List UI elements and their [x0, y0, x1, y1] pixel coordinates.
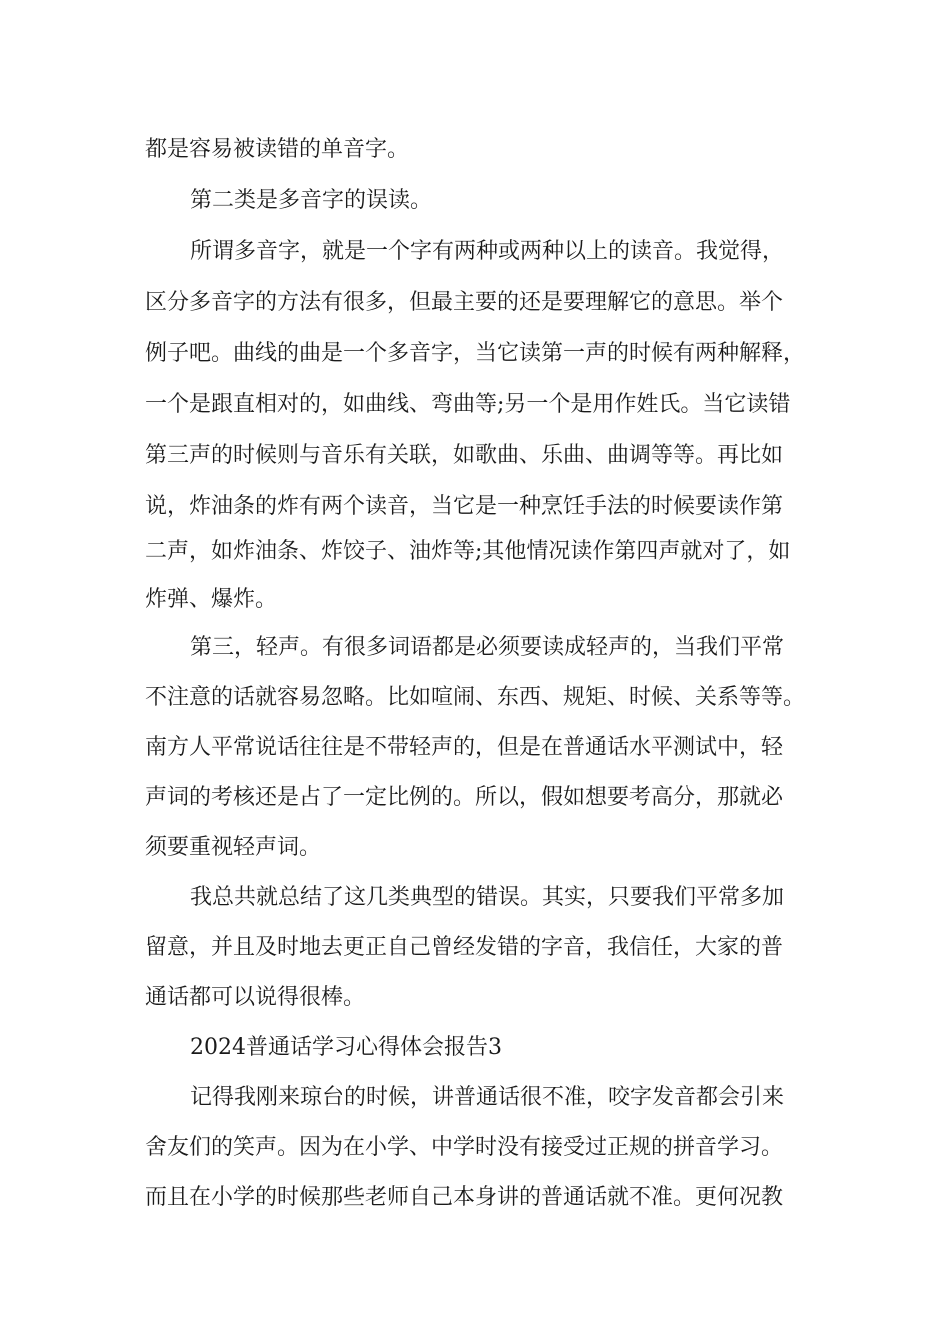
text-line: 例子吧。曲线的曲是一个多音字，当它读第一声的时候有两种解释，	[145, 341, 806, 366]
text-line: 二声，如炸油条、炸饺子、油炸等;其他情况读作第四声就对了，如	[145, 539, 791, 564]
text-line: 我总共就总结了这几类典型的错误。其实，只要我们平常多加	[190, 885, 785, 910]
section-heading: 2024普通话学习心得体会报告3	[190, 1035, 502, 1060]
text-line: 都是容易被读错的单音字。	[145, 137, 410, 162]
text-line: 而且在小学的时候那些老师自己本身讲的普通话就不准。更何况教	[145, 1185, 784, 1210]
text-line: 记得我刚来琼台的时候，讲普通话很不准，咬字发音都会引来	[190, 1085, 785, 1110]
text-line: 区分多音字的方法有很多，但最主要的还是要理解它的意思。举个	[145, 290, 784, 315]
text-line: 不注意的话就容易忽略。比如喧闹、东西、规矩、时候、关系等等。	[145, 685, 806, 710]
text-line: 炸弹、爆炸。	[145, 587, 278, 612]
text-line: 须要重视轻声词。	[145, 835, 322, 860]
text-line: 舍友们的笑声。因为在小学、中学时没有接受过正规的拼音学习。	[145, 1135, 784, 1160]
text-line: 通话都可以说得很棒。	[145, 985, 366, 1010]
text-line: 第二类是多音字的误读。	[190, 188, 433, 213]
text-line: 第三声的时候则与音乐有关联，如歌曲、乐曲、曲调等等。再比如	[145, 443, 784, 468]
text-line: 南方人平常说话往往是不带轻声的，但是在普通话水平测试中，轻	[145, 735, 784, 760]
text-line: 一个是跟直相对的，如曲线、弯曲等;另一个是用作姓氏。当它读错	[145, 392, 791, 417]
text-line: 第三，轻声。有很多词语都是必须要读成轻声的，当我们平常	[190, 635, 785, 660]
text-line: 声词的考核还是占了一定比例的。所以，假如想要考高分，那就必	[145, 785, 784, 810]
text-line: 所谓多音字，就是一个字有两种或两种以上的读音。我觉得，	[190, 239, 785, 264]
text-line: 说，炸油条的炸有两个读音，当它是一种烹饪手法的时候要读作第	[145, 494, 784, 519]
text-line: 留意，并且及时地去更正自己曾经发错的字音，我信任，大家的普	[145, 935, 784, 960]
